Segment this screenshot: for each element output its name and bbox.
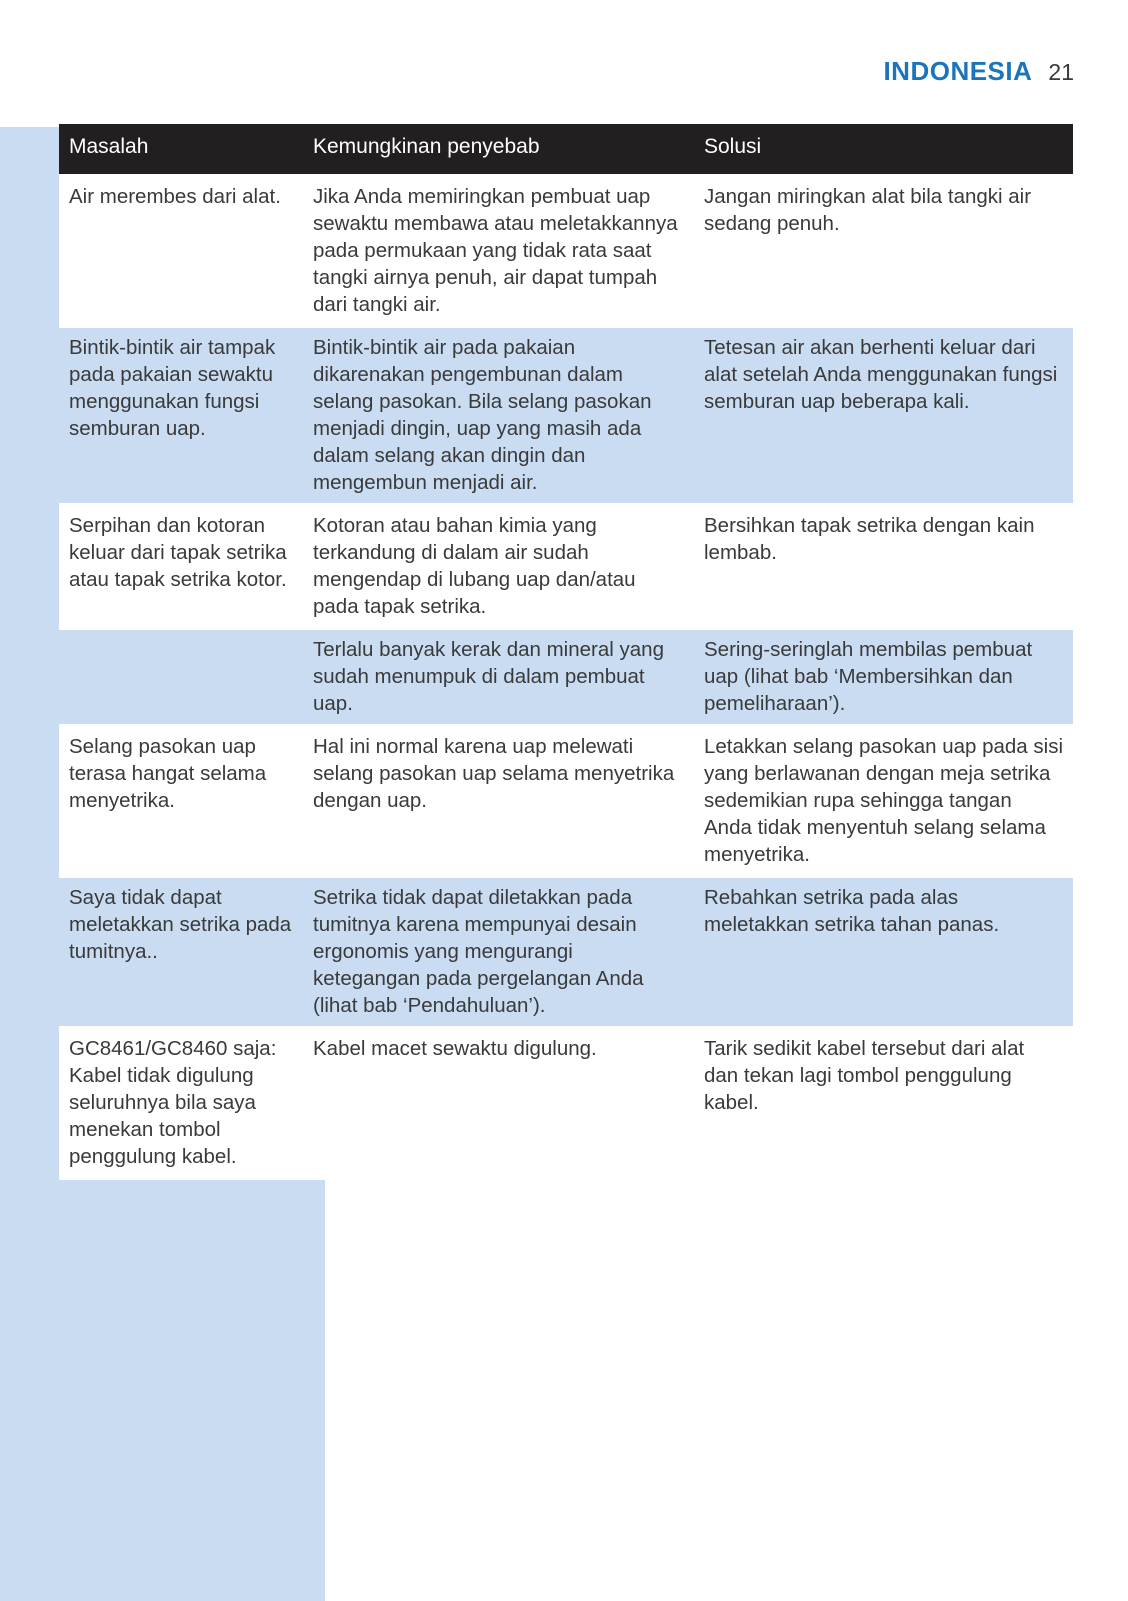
page-number: 21 [1048,59,1074,85]
cell-penyebab: Jika Anda memiringkan pembuat uap sewaktu membawa atau meletakkannya pada permukaan yang tidak rata saat tangki airnya penuh, air dapat tumpah dari tangki air. [303,176,694,327]
cell-masalah: Selang pasokan uap terasa hangat selama menyetrika. [59,726,303,877]
cell-solusi: Jangan miringkan alat bila tangki air sedang penuh. [694,176,1073,327]
cell-masalah [59,629,303,726]
cell-penyebab: Bintik-bintik air pada pakaian dikarenakan pengembunan dalam selang pasokan. Bila selang pasokan menjadi dingin, uap yang masih ada dalam selang akan dingin dan mengembun menjadi air. [303,327,694,505]
header-masalah: Masalah [59,124,303,176]
header-solusi: Solusi [694,124,1073,176]
cell-masalah: Air merembes dari alat. [59,176,303,327]
table-row [59,877,1073,1028]
cell-masalah: GC8461/GC8460 saja: Kabel tidak digulung seluruhnya bila saya menekan tombol penggulung kabel. [59,1028,303,1179]
table-header-row [59,124,1073,176]
table-row [59,505,1073,629]
cell-penyebab: Kabel macet sewaktu digulung. [303,1028,694,1179]
cell-penyebab: Terlalu banyak kerak dan mineral yang sudah menumpuk di dalam pembuat uap. [303,629,694,726]
table-row [59,1028,1073,1179]
table-row [59,327,1073,505]
cell-solusi: Rebahkan setrika pada alas meletakkan setrika tahan panas. [694,877,1073,1028]
cell-masalah: Bintik-bintik air tampak pada pakaian sewaktu menggunakan fungsi semburan uap. [59,327,303,505]
cell-penyebab: Kotoran atau bahan kimia yang terkandung di dalam air sudah mengendap di lubang uap dan/atau pada tapak setrika. [303,505,694,629]
cell-penyebab: Hal ini normal karena uap melewati selang pasokan uap selama menyetrika dengan uap. [303,726,694,877]
table-row [59,726,1073,877]
table-row [59,629,1073,726]
cell-penyebab: Setrika tidak dapat diletakkan pada tumitnya karena mempunyai desain ergonomis yang mengurangi ketegangan pada pergelangan Anda (lihat bab ‘Pendahuluan’). [303,877,694,1028]
header-penyebab: Kemungkinan penyebab [303,124,694,176]
cell-solusi: Tetesan air akan berhenti keluar dari alat setelah Anda menggunakan fungsi semburan uap beberapa kali. [694,327,1073,505]
cell-solusi: Bersihkan tapak setrika dengan kain lembab. [694,505,1073,629]
cell-solusi: Letakkan selang pasokan uap pada sisi yang berlawanan dengan meja setrika sedemikian rupa sehingga tangan Anda tidak menyentuh selang selama menyetrika. [694,726,1073,877]
table-row [59,176,1073,327]
cell-masalah: Serpihan dan kotoran keluar dari tapak setrika atau tapak setrika kotor. [59,505,303,629]
page-header [883,56,1074,87]
cell-solusi: Sering-seringlah membilas pembuat uap (lihat bab ‘Membersihkan dan pemeliharaan’). [694,629,1073,726]
section-language-title: INDONESIA [883,56,1033,86]
cell-masalah: Saya tidak dapat meletakkan setrika pada tumitnya.. [59,877,303,1028]
cell-solusi: Tarik sedikit kabel tersebut dari alat dan tekan lagi tombol penggulung kabel. [694,1028,1073,1179]
troubleshooting-table [59,124,1073,1180]
